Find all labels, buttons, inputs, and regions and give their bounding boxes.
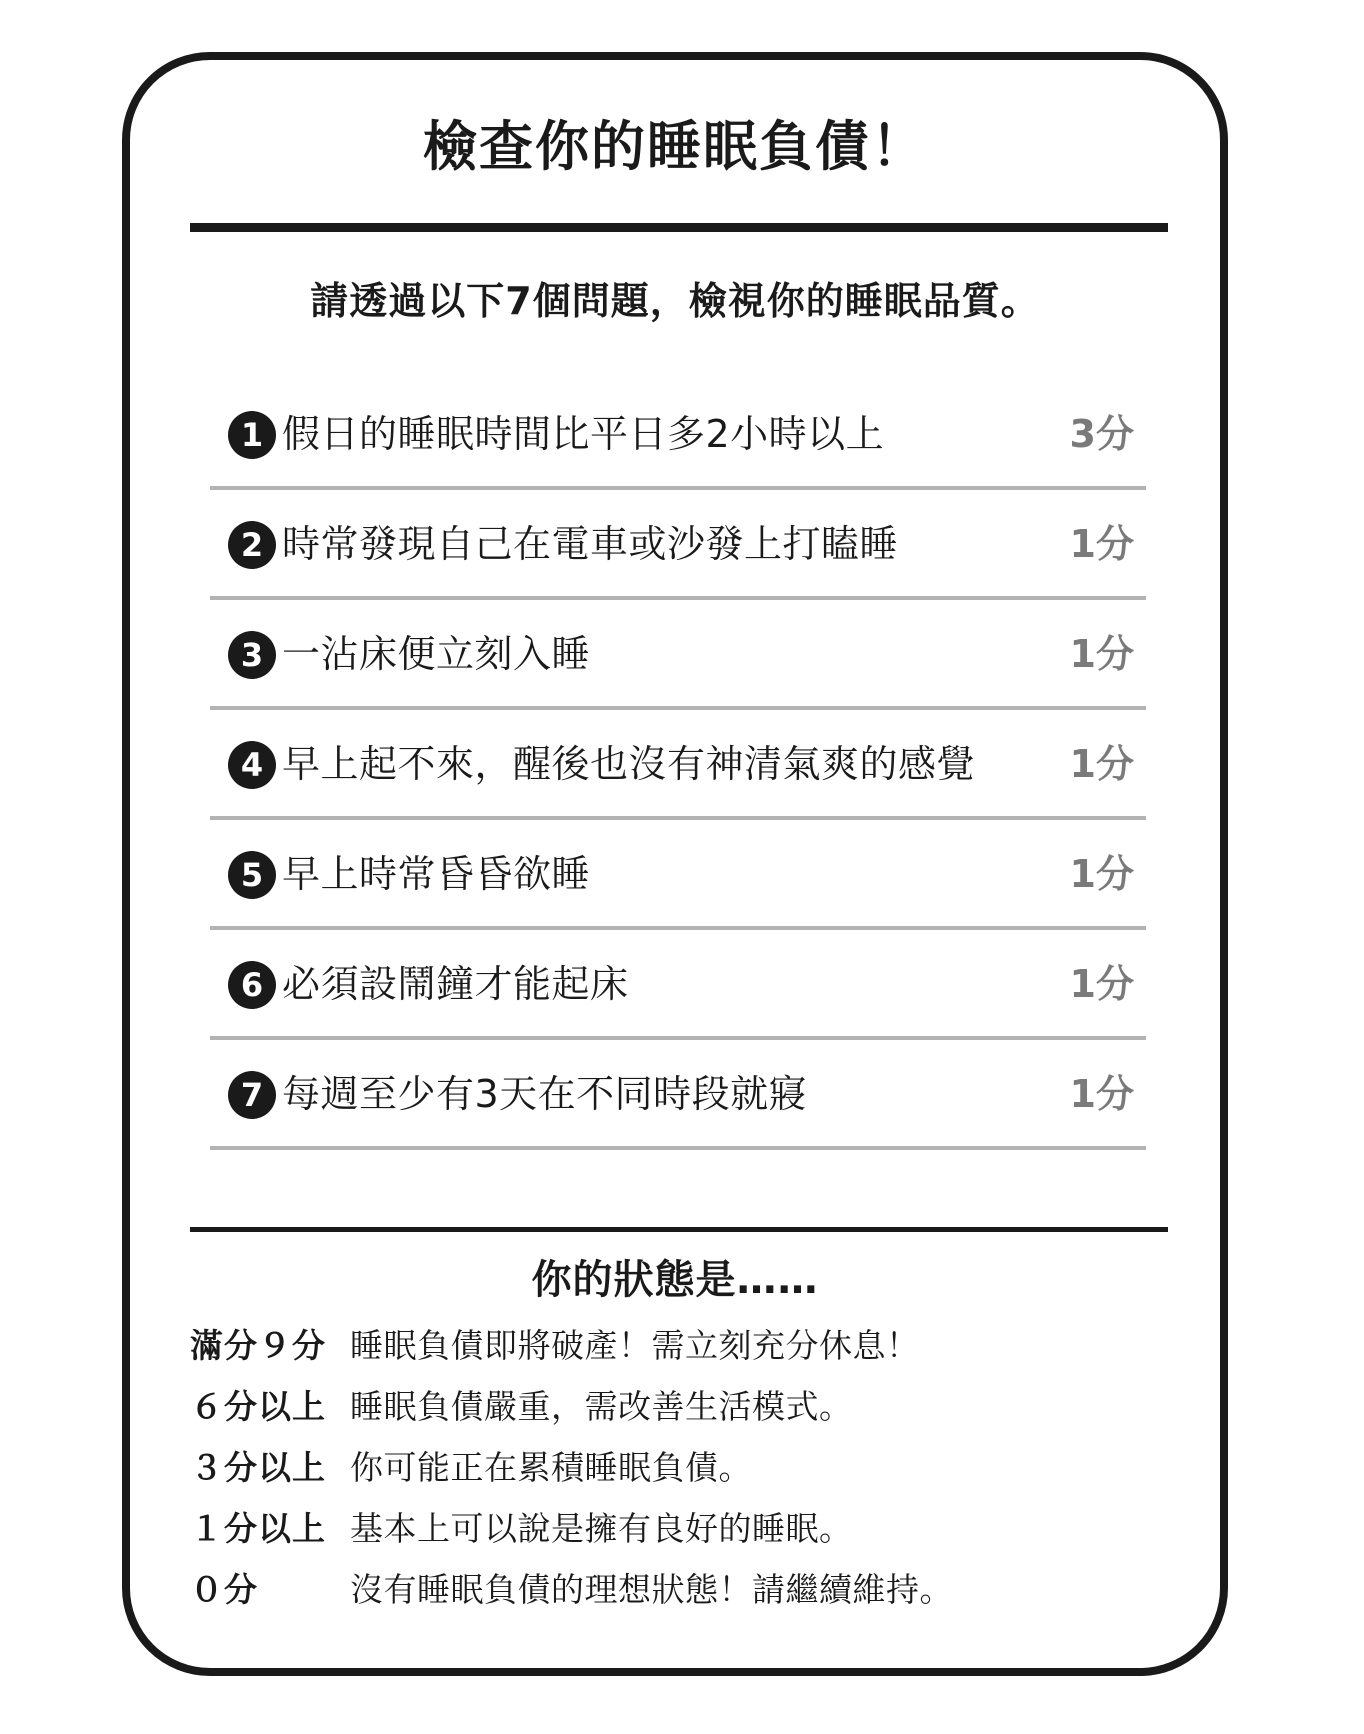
question-text: 必須設鬧鐘才能起床: [282, 962, 629, 1006]
question-number-badge: 6: [228, 961, 276, 1009]
question-item-3: [210, 600, 1146, 710]
question-item-2: [210, 490, 1146, 600]
sleep-debt-card: [122, 52, 1228, 1676]
score-levels: [190, 1322, 1190, 1627]
results-divider: [190, 1227, 1168, 1232]
status-heading: 你的狀態是……: [531, 1257, 819, 1303]
level-item: [190, 1322, 1190, 1383]
question-score: 1分: [1069, 852, 1134, 896]
question-text: 一沾床便立刻入睡: [282, 632, 591, 676]
question-list: [210, 380, 1146, 1150]
question-number-badge: 7: [228, 1071, 276, 1119]
level-description: 睡眠負債即將破產！需立刻充分休息！: [350, 1326, 920, 1365]
level-item: [190, 1505, 1190, 1566]
question-score: 3分: [1069, 412, 1134, 456]
question-number-badge: 2: [228, 521, 276, 569]
question-score: 1分: [1069, 1072, 1134, 1116]
question-item-5: [210, 820, 1146, 930]
level-description: 你可能正在累積睡眠負債。: [350, 1448, 752, 1487]
question-number-badge: 1: [228, 411, 276, 459]
question-text: 假日的睡眠時間比平日多2小時以上: [282, 412, 885, 456]
question-score: 1分: [1069, 962, 1134, 1006]
level-description: 睡眠負債嚴重，需改善生活模式。: [350, 1387, 853, 1426]
question-item-6: [210, 930, 1146, 1040]
question-item-1: [210, 380, 1146, 490]
question-score: 1分: [1069, 522, 1134, 566]
instructions: 請透過以下7個問題，檢視你的睡眠品質。: [310, 279, 1040, 323]
level-item: [190, 1444, 1190, 1505]
level-label: ０分: [190, 1570, 258, 1609]
level-label: 滿分９分: [190, 1326, 326, 1365]
question-item-7: [210, 1040, 1146, 1150]
question-text: 早上起不來，醒後也沒有神清氣爽的感覺: [282, 742, 976, 786]
level-label: ６分以上: [190, 1387, 326, 1426]
question-item-4: [210, 710, 1146, 820]
question-text: 時常發現自己在電車或沙發上打瞌睡: [282, 522, 899, 566]
question-score: 1分: [1069, 632, 1134, 676]
level-label: １分以上: [190, 1509, 326, 1548]
level-item: [190, 1566, 1190, 1627]
level-item: [190, 1383, 1190, 1444]
page-title: 檢查你的睡眠負債！: [423, 115, 927, 178]
question-number-badge: 3: [228, 631, 276, 679]
level-description: 沒有睡眠負債的理想狀態！請繼續維持。: [350, 1570, 953, 1609]
question-number-badge: 4: [228, 741, 276, 789]
question-text: 早上時常昏昏欲睡: [282, 852, 591, 896]
level-label: ３分以上: [190, 1448, 326, 1487]
question-number-badge: 5: [228, 851, 276, 899]
question-score: 1分: [1069, 742, 1134, 786]
title-divider: [190, 223, 1168, 232]
question-text: 每週至少有3天在不同時段就寢: [282, 1072, 808, 1116]
level-description: 基本上可以說是擁有良好的睡眠。: [350, 1509, 853, 1548]
